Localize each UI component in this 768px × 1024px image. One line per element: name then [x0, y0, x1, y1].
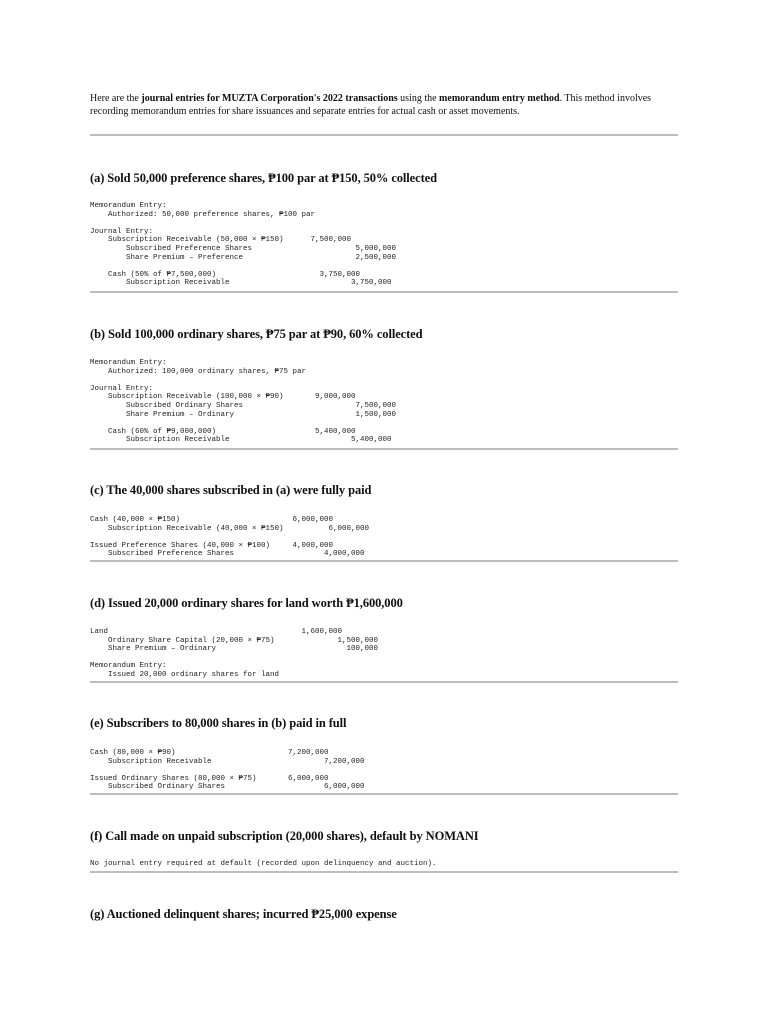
- section-f-title: (f) Call made on unpaid subscription (20,000 shares), default by NOMANI: [90, 829, 479, 843]
- section-e-entries: Cash (80,000 × ₱90) 7,200,000 Subscription Receivable 7,200,000 Issued Ordinary Shares (80,000 × ₱75) 6,000,000 Subscribed Ordinary Shares 6,000,000: [90, 749, 365, 792]
- section-g-title: (g) Auctioned delinquent shares; incurred ₱25,000 expense: [90, 907, 397, 921]
- divider: [90, 793, 678, 795]
- divider: [90, 560, 678, 562]
- intro-paragraph: [90, 93, 678, 118]
- section-d-entries: Land 1,600,000 Ordinary Share Capital (20,000 × ₱75) 1,500,000 Share Premium – Ordinary 100,000 Memorandum Entry: Issued 20,000 ordinary shares for land: [90, 628, 379, 679]
- divider: [90, 291, 678, 293]
- intro-bold-1: journal entries for MUZTA Corporation's 2022 transactions: [141, 93, 398, 104]
- section-a-title: (a) Sold 50,000 preference shares, ₱100 par at ₱150, 50% collected: [90, 171, 437, 185]
- divider: [90, 448, 678, 450]
- intro-text-3: . This method involves recording memorandum entries for share issuances and separate entries for actual cash or asset movements.: [90, 93, 652, 117]
- section-f-entries: No journal entry required at default (recorded upon delinquency and auction).: [90, 860, 437, 868]
- intro-text-2: using the: [397, 93, 440, 104]
- section-a-entries: Memorandum Entry: Authorized: 50,000 preference shares, ₱100 par Journal Entry: Subscription Receivable (50,000 × ₱150) 7,500,000 Subscribed Preference Shares 5,000,000 Share Premium – Preference 2,500,000 Cash (50% of ₱7,500,000) 3,750,000 Subscription Receivable 3,750,000: [90, 202, 397, 288]
- divider: [90, 871, 678, 873]
- divider: [90, 134, 678, 136]
- section-d-title: (d) Issued 20,000 ordinary shares for land worth ₱1,600,000: [90, 596, 403, 610]
- intro-bold-2: memorandum entry method: [439, 93, 560, 104]
- section-b-entries: Memorandum Entry: Authorized: 100,000 ordinary shares, ₱75 par Journal Entry: Subscription Receivable (100,000 × ₱90) 9,000,000 Subscribed Ordinary Shares 7,500,000 Share Premium – Ordinary 1,500,000 Cash (60% of ₱9,000,000) 5,400,000 Subscription Receivable 5,400,000: [90, 359, 397, 445]
- section-c-entries: Cash (40,000 × ₱150) 6,000,000 Subscription Receivable (40,000 × ₱150) 6,000,000 Issued Preference Shares (40,000 × ₱100) 4,000,000 Subscribed Preference Shares 4,000,000: [90, 516, 370, 559]
- section-c-title: (c) The 40,000 shares subscribed in (a) were fully paid: [90, 483, 372, 497]
- section-b-title: (b) Sold 100,000 ordinary shares, ₱75 par at ₱90, 60% collected: [90, 327, 423, 341]
- divider: [90, 681, 678, 683]
- section-e-title: (e) Subscribers to 80,000 shares in (b) paid in full: [90, 716, 347, 730]
- intro-text-1: Here are the: [90, 93, 142, 104]
